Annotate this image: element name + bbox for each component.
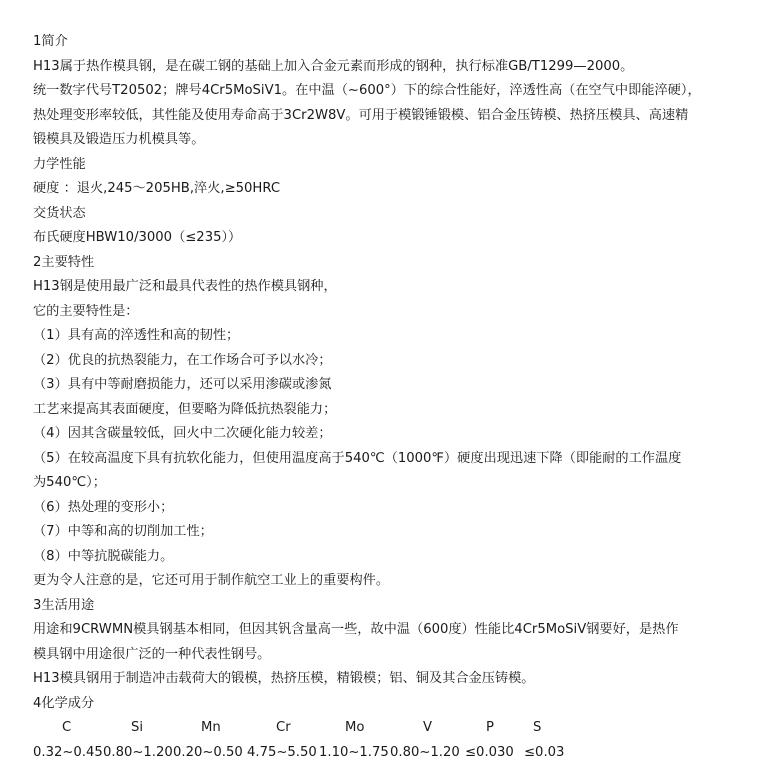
value-mn: 0.20~0.50 (173, 744, 243, 760)
text-line: H13模具钢用于制造冲击载荷大的锻模，热挤压模，精锻模；铝、铜及其合金压铸模。 (33, 671, 535, 686)
element-si: Si (131, 720, 144, 735)
heading-mechanical-properties: 力学性能 (33, 156, 86, 172)
list-item: （7）中等和高的切削加工性； (33, 524, 213, 539)
value-v: 0.80~1.20 (390, 744, 460, 760)
heading-intro: 1简介 (33, 34, 68, 49)
heading-chemical-composition: 4化学成分 (33, 695, 95, 711)
text-line: H13钢是使用最广泛和最具代表性的热作模具钢种， (33, 279, 337, 294)
element-p: P (486, 720, 494, 735)
list-item: （4）因其含碳量较低，回火中二次硬化能力较差； (33, 426, 332, 441)
list-item: （3）具有中等耐磨损能力，还可以采用渗碳或渗氮 (33, 377, 332, 392)
text-line: 更为令人注意的是，它还可用于制作航空工业上的重要构件。 (33, 573, 390, 588)
text-line: 统一数字代号T20502；牌号4Cr5MoSiV1。在中温（~600°）下的综合性能好，淬透性高（在空气中即能淬硬）， (33, 83, 701, 98)
element-v: V (423, 720, 433, 735)
text-line: 它的主要特性是： (33, 303, 139, 319)
list-item: （5）在较高温度下具有抗软化能力，但使用温度高于540℃（1000℉）硬度出现迅速下降（即能耐的工作温度 (33, 450, 682, 466)
text-line: 模具钢中用途很广泛的一种代表性钢号。 (33, 646, 271, 662)
text-line: 锻模具及锻造压力机模具等。 (33, 132, 205, 147)
value-cr: 4.75~5.50 (247, 744, 317, 760)
text-line: 工艺来提高其表面硬度，但要略为降低抗热裂能力； (33, 401, 337, 417)
list-item: （2）优良的抗热裂能力，在工作场合可予以水冷； (33, 352, 332, 368)
heading-uses: 3生活用途 (33, 597, 95, 613)
value-si: 0.80~1.20 (103, 744, 173, 760)
element-c: C (62, 720, 72, 735)
text-line: 硬度 ：退火,245～205HB,淬火,≥50HRC (33, 181, 281, 196)
text-line: 热处理变形率较低，其性能及使用寿命高于3Cr2W8V。可用于模锻锤锻模、铝合金压铸模、热挤压模具、高速精 (33, 107, 689, 123)
element-cr: Cr (276, 720, 291, 735)
heading-main-features: 2主要特性 (33, 254, 95, 270)
list-item: （8）中等抗脱碳能力。 (33, 548, 174, 564)
value-mo: 1.10~1.75 (319, 744, 389, 760)
heading-delivery-state: 交货状态 (33, 205, 86, 221)
text-line: 布氏硬度HBW10/3000（≤235）） (33, 230, 242, 245)
value-p: ≤0.030 (465, 744, 514, 760)
document-body (33, 30, 733, 765)
value-s: ≤0.03 (524, 744, 565, 760)
chemical-elements-row (33, 716, 733, 741)
value-c: 0.32~0.45 (33, 744, 103, 760)
list-item: （1）具有高的淬透性和高的韧性； (33, 328, 240, 343)
element-s: S (533, 720, 542, 735)
element-mo: Mo (345, 720, 365, 735)
element-mn: Mn (201, 720, 221, 735)
text-line: H13属于热作模具钢，是在碳工钢的基础上加入合金元素而形成的钢种，执行标准GB/T1299—2000。 (33, 58, 634, 74)
text-line: 用途和9CRWMN模具钢基本相同，但因其钒含量高一些，故中温（600度）性能比4Cr5MoSiV钢要好，是热作 (33, 622, 679, 637)
chemical-values-row (33, 741, 733, 766)
text-line: 为540℃）； (33, 475, 106, 490)
list-item: （6）热处理的变形小； (33, 499, 174, 515)
